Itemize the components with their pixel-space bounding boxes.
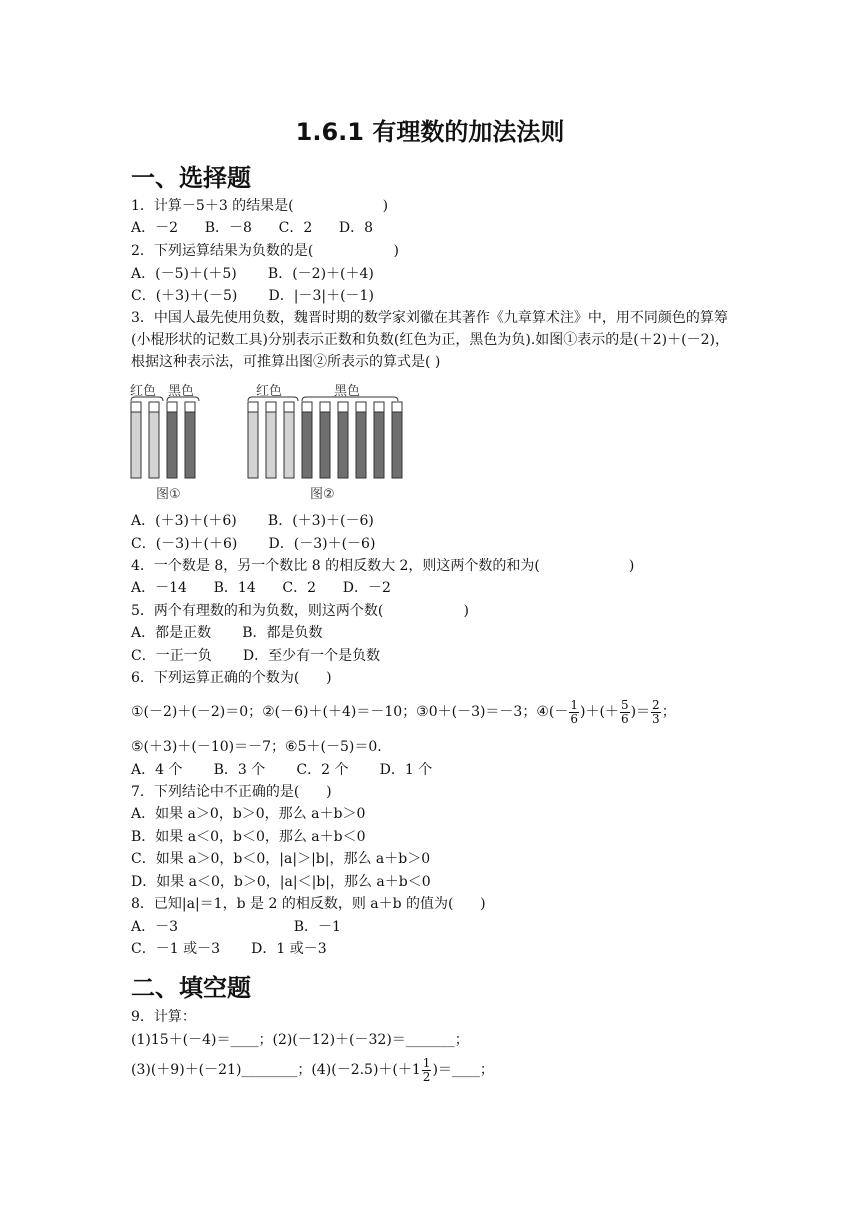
- rod-cap: [356, 402, 366, 412]
- q6-fraction-3: $\frac{2}{3}$: [652, 697, 660, 726]
- q6-stem: 6．下列运算正确的个数为( ): [131, 670, 332, 686]
- q8-stem: 8．已知|a|＝1，b 是 2 的相反数，则 a＋b 的值为( ): [131, 896, 486, 912]
- q4-stem: 4．一个数是 8，另一个数比 8 的相反数大 2，则这两个数的和为( ): [131, 558, 635, 574]
- q2-stem: 2．下列运算结果为负数的是( ): [131, 243, 399, 259]
- q2-options-1: A．(－5)＋(＋5) B．(－2)＋(＋4): [131, 266, 374, 282]
- q7-stem: 7．下列结论中不正确的是( ): [131, 784, 332, 800]
- black-rod: [392, 402, 402, 478]
- counting-rods-svg: [128, 378, 418, 503]
- q9-stem: 9．计算：: [131, 1009, 196, 1025]
- q6-expression-line2: ⑤(＋3)＋(－10)＝－7；⑥5＋(－5)＝0.: [131, 739, 382, 755]
- rod-cap: [284, 402, 294, 412]
- q3-stem: 3．中国人最先使用负数，魏晋时期的数学家刘徽在其著作《九章算术注》中，用不同颜色的算筹(小棍形状的记数工具)分别表示正数和负数(红色为正，黑色为负).如图①表示的是(＋2)＋(－2)，根据这种表示法，可推算出图②所表示的算式是( ): [131, 310, 729, 370]
- q1-options: A．－2 B．－8 C．2 D．8: [131, 220, 374, 236]
- rod-cap: [185, 402, 195, 412]
- rod-cap: [266, 402, 276, 412]
- q7-option-b: B．如果 a＜0，b＜0，那么 a＋b＜0: [131, 829, 366, 845]
- red-rod: [131, 402, 141, 478]
- black-rod: [167, 402, 177, 478]
- rod-cap: [374, 402, 384, 412]
- fig2-caption: 图②: [310, 487, 335, 502]
- page-title: 1.6.1 有理数的加法法则: [295, 118, 565, 146]
- red-rod: [284, 402, 294, 478]
- rod-cap: [320, 402, 330, 412]
- rod-cap: [302, 402, 312, 412]
- q7-option-d: D．如果 a＜0，b＞0，|a|＜|b|，那么 a＋b＜0: [131, 874, 431, 890]
- black-rod: [320, 402, 330, 478]
- q5-options-2: C．一正一负 D．至少有一个是负数: [131, 648, 381, 664]
- q3-options-1: A．(＋3)＋(＋6) B．(＋3)＋(－6): [131, 513, 374, 529]
- fig1-black-label: 黑色: [168, 384, 195, 399]
- q7-option-a: A．如果 a＞0，b＞0，那么 a＋b＞0: [131, 806, 366, 822]
- rod-cap: [392, 402, 402, 412]
- fig1-red-label: 红色: [130, 384, 157, 399]
- red-rod: [266, 402, 276, 478]
- red-rod: [149, 402, 159, 478]
- q9-line1: (1)15＋(－4)＝____；(2)(－12)＋(－32)＝_______；: [131, 1032, 469, 1048]
- fig2-black-label: 黑色: [334, 384, 361, 399]
- rod-cap: [149, 402, 159, 412]
- q8-options-2: C．－1 或－3 D．1 或－3: [131, 941, 327, 957]
- black-rod: [338, 402, 348, 478]
- q7-option-c: C．如果 a＞0，b＜0，|a|＞|b|，那么 a＋b＞0: [131, 851, 431, 867]
- black-rod: [302, 402, 312, 478]
- q6-options: A．4 个 B．3 个 C．2 个 D．1 个: [131, 762, 433, 778]
- q6-expression-line1: ①(－2)＋(－2)＝0；②(－6)＋(＋4)＝－10；③0＋(－3)＝－3；④(－ $\frac{1}{6}$ )＋(＋ $\frac{5}{6}$ )＝ $\frac{2}{3}$ ；: [131, 697, 676, 726]
- section-heading-choice: 一、选择题: [131, 164, 251, 192]
- q9-fraction: $\frac{1}{2}$: [422, 1055, 431, 1084]
- section-heading-fill: 二、填空题: [131, 974, 251, 1002]
- q9-line2: (3)(＋9)＋(－21)________；(4)(－2.5)＋(＋1 $\frac{1}{2}$ )＝____；: [131, 1055, 494, 1084]
- fig2-red-label: 红色: [256, 384, 283, 399]
- q5-stem: 5．两个有理数的和为负数，则这两个数( ): [131, 603, 469, 619]
- rods-group: [131, 402, 402, 478]
- q5-options-1: A．都是正数 B．都是负数: [131, 625, 323, 641]
- q3-options-2: C．(－3)＋(＋6) D．(－3)＋(－6): [131, 536, 376, 552]
- q2-options-2: C．(＋3)＋(－5) D．|－3|＋(－1): [131, 288, 374, 304]
- rod-cap: [167, 402, 177, 412]
- fig1-caption: 图①: [156, 487, 181, 502]
- rod-cap: [338, 402, 348, 412]
- red-rod: [248, 402, 258, 478]
- rod-cap: [248, 402, 258, 412]
- black-rod: [356, 402, 366, 478]
- black-rod: [185, 402, 195, 478]
- rod-cap: [131, 402, 141, 412]
- q6-fraction-1: $\frac{1}{6}$: [570, 697, 578, 726]
- q6-fraction-2: $\frac{5}{6}$: [620, 697, 629, 726]
- q8-options-1: A．－3 B．－1: [131, 919, 341, 935]
- q4-options: A．－14 B．14 C．2 D．－2: [131, 580, 391, 596]
- counting-rods-figure: [128, 378, 418, 503]
- q1-stem: 1．计算－5＋3 的结果是( ): [131, 198, 389, 214]
- black-rod: [374, 402, 384, 478]
